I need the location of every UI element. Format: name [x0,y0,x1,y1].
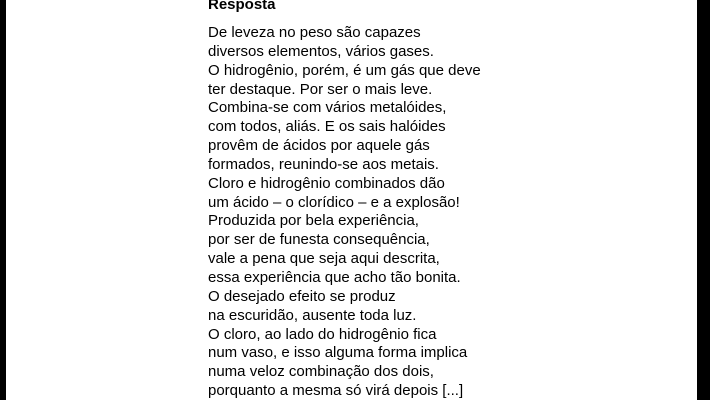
poem-line: numa veloz combinação dos dois, [208,363,434,381]
poem-line: De leveza no peso são capazes [208,24,421,41]
poem-body [208,24,481,400]
document-page [6,0,697,400]
poem-line: O cloro, ao lado do hidrogênio fica [208,325,437,343]
poem-line: formados, reunindo-se aos metais. [208,155,439,173]
poem-line: Combina-se com vários metalóides, [208,99,447,117]
poem-line: essa experiência que acho tão bonita. [208,268,461,286]
poem-line: um ácido – o clorídico – e a explosão! [208,193,460,211]
poem-line: provêm de ácidos por aquele gás [208,137,430,155]
poem-line: num vaso, e isso alguma forma implica [208,344,468,362]
poem-line: vale a pena que seja aqui descrita, [208,250,440,268]
poem-line: diversos elementos, vários gases. [208,42,434,60]
poem-line: O hidrogênio, porém, é um gás que deve [208,61,481,79]
poem-line: O desejado efeito se produz [208,287,396,305]
poem-title: Resposta [208,0,276,13]
poem-line: por ser de funesta consequência, [208,231,430,249]
poem-line: ter destaque. Por ser o mais leve. [208,80,433,98]
poem-line: Produzida por bela experiência, [208,212,419,230]
poem-line: na escuridão, ausente toda luz. [208,306,417,324]
poem-line: porquanto a mesma só virá depois [...] [208,382,464,400]
poem-line: com todos, aliás. E os sais halóides [208,118,446,136]
poem-line: Cloro e hidrogênio combinados dão [208,174,445,192]
